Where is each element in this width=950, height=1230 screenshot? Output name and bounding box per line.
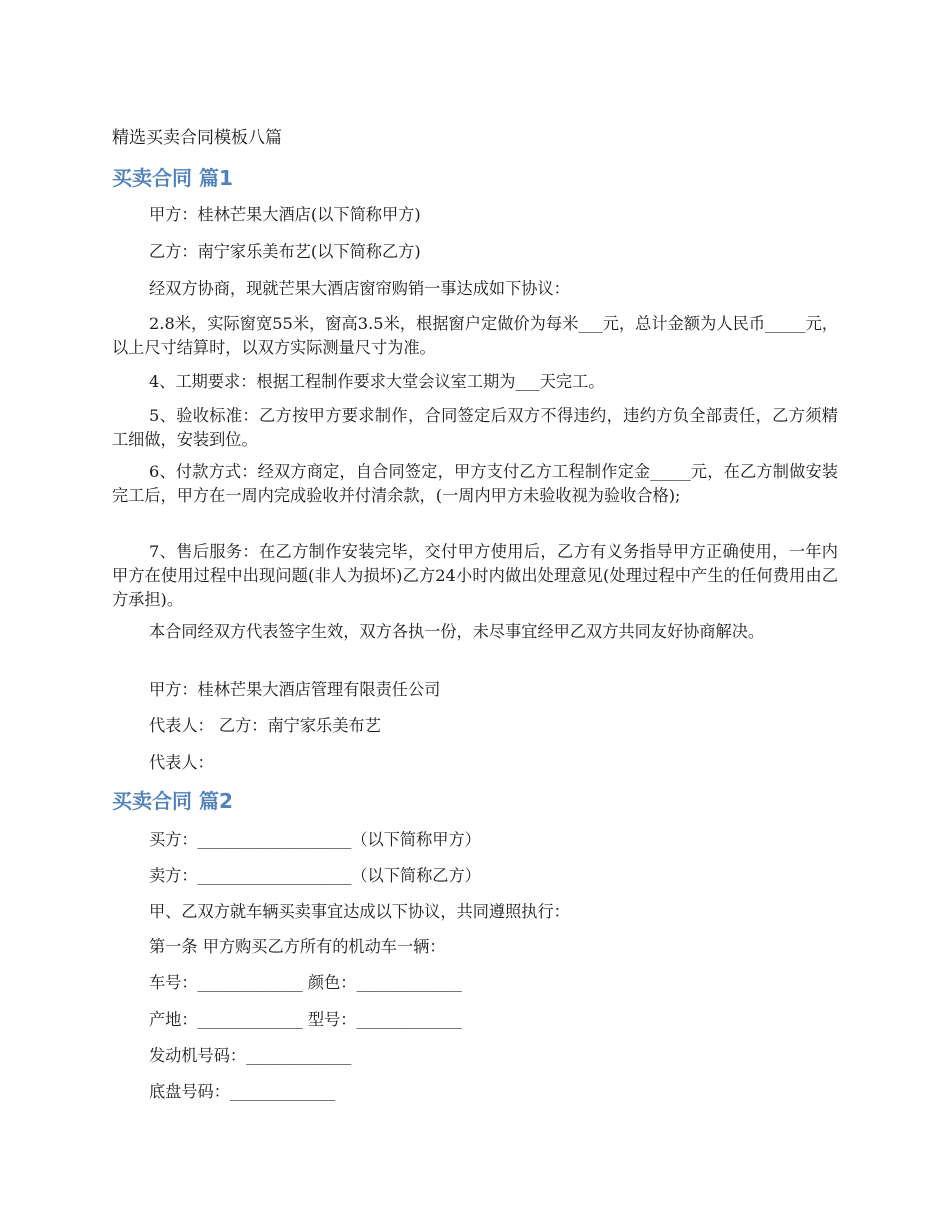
signature-representative-b: 代表人： 乙方：南宁家乐美布艺 xyxy=(149,716,381,735)
section-heading-1: 买卖合同 篇1 xyxy=(112,166,233,190)
plate-color-line: 车号：_____________ 颜色：_____________ xyxy=(149,973,462,992)
section-heading-2: 买卖合同 篇2 xyxy=(112,789,233,813)
agreement-intro: 经双方协商，现就芒果大酒店窗帘购销一事达成如下协议： xyxy=(149,279,570,298)
clause-5-acceptance: 5、验收标准：乙方按甲方要求制作，合同签定后双方不得违约，违约方负全部责任，乙方须精工细做，安装到位。 xyxy=(112,406,838,449)
document-title: 精选买卖合同模板八篇 xyxy=(112,128,282,148)
clause-4-schedule: 4、工期要求：根据工程制作要求大堂会议室工期为___天完工。 xyxy=(149,372,605,391)
party-a-line: 甲方：桂林芒果大酒店(以下简称甲方) xyxy=(149,205,421,224)
seller-line: 卖方：___________________（以下简称乙方） xyxy=(149,866,481,885)
clause-7-after-sales: 7、售后服务：在乙方制作安装完毕，交付甲方使用后，乙方有义务指导甲方正确使用，一年内甲方在使用过程中出现问题(非人为损坏)乙方24小时内做出处理意见(处理过程中产生的任何费用由乙方承担)。 xyxy=(112,542,838,609)
chassis-number-line: 底盘号码：_____________ xyxy=(149,1082,336,1101)
party-b-line: 乙方：南宁家乐美布艺(以下简称乙方) xyxy=(149,242,421,261)
signature-representative: 代表人： xyxy=(149,753,214,772)
signature-party-a: 甲方：桂林芒果大酒店管理有限责任公司 xyxy=(149,680,441,699)
origin-model-line: 产地：_____________ 型号：_____________ xyxy=(149,1010,462,1029)
clause-6-payment: 6、付款方式：经双方商定，自合同签定，甲方支付乙方工程制作定金_____元，在乙方制做安装完工后，甲方在一周内完成验收并付清余款，(一周内甲方未验收视为验收合格); xyxy=(112,462,838,505)
buyer-line: 买方：___________________（以下简称甲方） xyxy=(149,830,481,849)
article-1: 第一条 甲方购买乙方所有的机动车一辆： xyxy=(149,937,446,956)
engine-number-line: 发动机号码：_____________ xyxy=(149,1046,352,1065)
agreement-intro-2: 甲、乙双方就车辆买卖事宜达成以下协议，共同遵照执行： xyxy=(149,902,570,921)
effective-clause: 本合同经双方代表签字生效，双方各执一份，未尽事宜经甲乙双方共同友好协商解决。 xyxy=(149,622,765,641)
clause-size-price: 2.8米，实际窗宽55米，窗高3.5米，根据窗户定做价为每米___元，总计金额为人民币_____元，以上尺寸结算时，以双方实际测量尺寸为准。 xyxy=(112,314,838,357)
